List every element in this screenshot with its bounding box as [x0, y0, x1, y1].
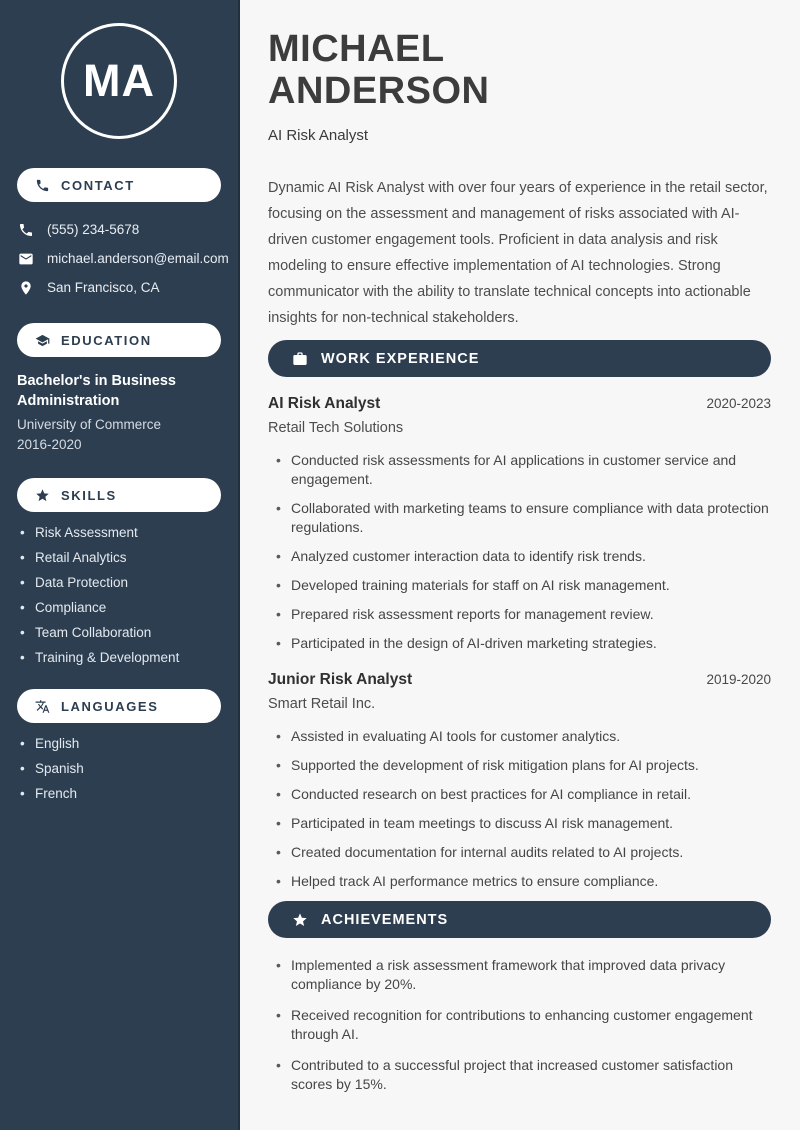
name-line-2: ANDERSON — [268, 70, 490, 112]
achievement-bullet: • Received recognition for contributions to enhancing customer engagement through AI. — [276, 1006, 771, 1044]
contact-item-location — [0, 273, 238, 302]
job-bullet: • Analyzed customer interaction data to identify risk trends. — [276, 547, 771, 566]
sidebar — [0, 0, 240, 1130]
page-title — [268, 28, 771, 112]
translate-icon — [35, 699, 50, 714]
job-bullet: • Prepared risk assessment reports for management review. — [276, 605, 771, 624]
achievement-bullet: • Implemented a risk assessment framework that improved data privacy compliance by 20%. — [276, 956, 771, 994]
avatar — [61, 23, 177, 139]
degree-name: Bachelor's in Business Administration — [17, 373, 176, 409]
job-bullet-list — [268, 727, 771, 891]
contact-list — [0, 215, 238, 302]
job-entry — [268, 395, 771, 653]
job-bullet: • Helped track AI performance metrics to ensure compliance. — [276, 872, 771, 891]
job-title: AI Risk Analyst — [268, 127, 369, 144]
skill-item: • Risk Assessment — [20, 526, 228, 540]
job-header — [268, 671, 771, 689]
work-experience-section-header — [268, 340, 771, 377]
summary-paragraph: Dynamic AI Risk Analyst with over four years of experience in the retail sector, focusing on the assessment and management of risks associated with AI-driven customer engagement tools. Proficient in data analysis and risk modeling to ensure effective implementation of AI technologies. Strong communicator with the ability to translate technical concepts into actionable insights for non-technical stakeholders. — [268, 180, 768, 326]
achievements-list — [268, 956, 771, 1094]
school-name: University of Commerce — [17, 417, 162, 432]
contact-item-phone — [0, 215, 238, 244]
location-icon — [18, 280, 34, 296]
skill-item: • Compliance — [20, 601, 228, 615]
languages-section-title: LANGUAGES — [61, 698, 159, 714]
job-bullet-list — [268, 451, 771, 653]
education-years: 2016-2020 — [17, 437, 82, 452]
location-text: San Francisco, CA — [47, 280, 160, 295]
skill-item: • Data Protection — [20, 576, 228, 590]
job-header — [268, 395, 771, 413]
work-experience-title: WORK EXPERIENCE — [321, 350, 480, 367]
graduation-cap-icon — [35, 333, 50, 348]
skills-section-title: SKILLS — [61, 487, 117, 503]
language-item: • French — [20, 787, 228, 801]
languages-list — [0, 737, 238, 801]
achievement-bullet: • Contributed to a successful project that increased customer satisfaction scores by 15%. — [276, 1056, 771, 1094]
job-bullet: • Participated in team meetings to discuss AI risk management. — [276, 814, 771, 833]
main-content — [242, 0, 800, 1130]
skills-section-header — [17, 478, 221, 512]
education-entry — [0, 357, 238, 455]
contact-section-header — [17, 168, 221, 202]
email-address: michael.anderson@email.com — [47, 251, 229, 266]
job-entry — [268, 671, 771, 891]
contact-section-title: CONTACT — [61, 177, 135, 193]
contact-item-email — [0, 244, 238, 273]
language-item: • Spanish — [20, 762, 228, 776]
job-dates: 2020-2023 — [706, 396, 771, 411]
job-bullet: • Participated in the design of AI-driven marketing strategies. — [276, 634, 771, 653]
job-bullet: • Created documentation for internal audits related to AI projects. — [276, 843, 771, 862]
phone-number: (555) 234-5678 — [47, 222, 140, 237]
star-icon — [292, 912, 308, 928]
education-section-header — [17, 323, 221, 357]
achievements-title: ACHIEVEMENTS — [321, 911, 449, 928]
languages-section-header — [17, 689, 221, 723]
briefcase-icon — [292, 351, 308, 367]
avatar-initials: MA — [83, 55, 155, 106]
education-section-title: EDUCATION — [61, 332, 152, 348]
job-dates: 2019-2020 — [706, 672, 771, 687]
language-item: • English — [20, 737, 228, 751]
job-bullet: • Conducted risk assessments for AI applications in customer service and engagement. — [276, 451, 771, 489]
email-icon — [18, 251, 34, 267]
star-icon — [35, 488, 50, 503]
job-bullet: • Collaborated with marketing teams to ensure compliance with data protection regulations. — [276, 499, 771, 537]
skill-item: • Training & Development — [20, 651, 228, 665]
job-bullet: • Assisted in evaluating AI tools for customer analytics. — [276, 727, 771, 746]
job-bullet: • Supported the development of risk mitigation plans for AI projects. — [276, 756, 771, 775]
job-company: Smart Retail Inc. — [268, 696, 376, 712]
job-bullet: • Conducted research on best practices for AI compliance in retail. — [276, 785, 771, 804]
job-bullet: • Developed training materials for staff on AI risk management. — [276, 576, 771, 595]
job-role: AI Risk Analyst — [268, 395, 381, 412]
name-line-1: MICHAEL — [268, 28, 445, 70]
job-company: Retail Tech Solutions — [268, 420, 404, 436]
job-role: Junior Risk Analyst — [268, 671, 413, 688]
skills-list — [0, 526, 238, 665]
skill-item: • Retail Analytics — [20, 551, 228, 565]
phone-icon — [35, 178, 50, 193]
phone-icon — [18, 222, 34, 238]
achievements-section-header — [268, 901, 771, 938]
skill-item: • Team Collaboration — [20, 626, 228, 640]
